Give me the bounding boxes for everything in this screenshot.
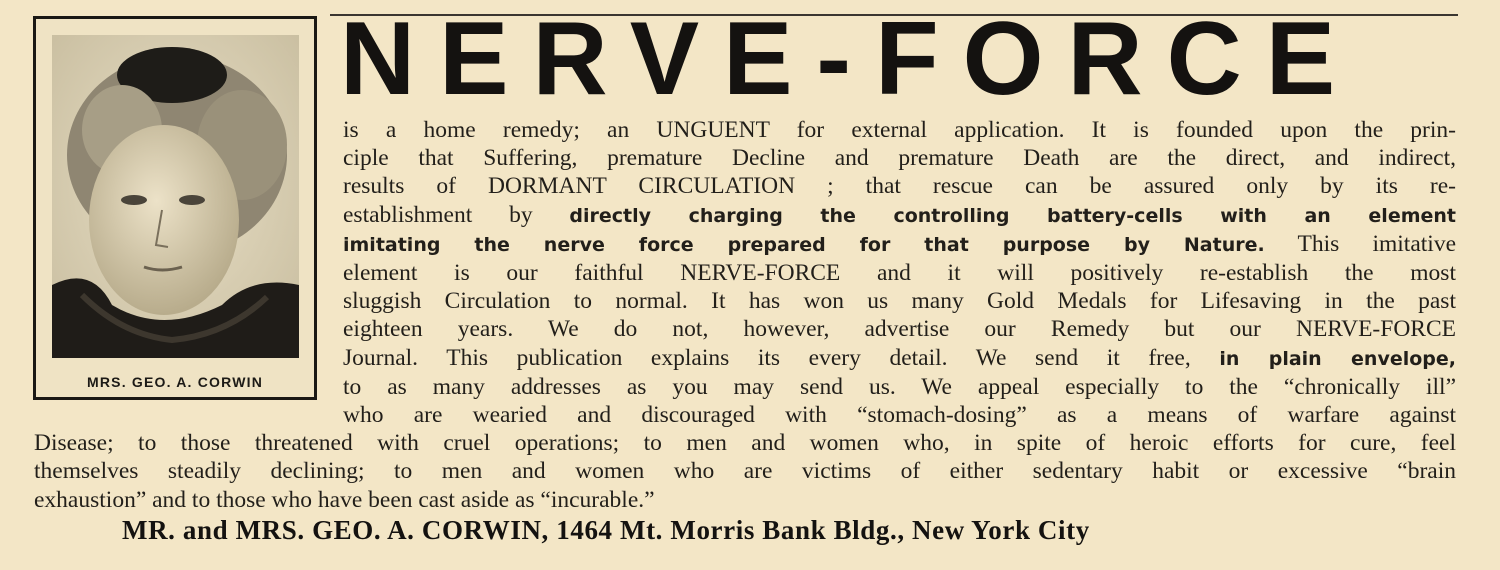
body-text-segment: who are wearied and discouraged with “stomach-dosing” as a means of warfare against — [343, 402, 1456, 429]
body-line — [343, 144, 1456, 172]
body-line — [343, 172, 1456, 200]
body-line — [34, 457, 1456, 485]
body-text-segment: sluggish Circulation to normal. It has won us many Gold Medals for Lifesaving in the past — [343, 288, 1456, 315]
body-bold-text: directly charging the controlling battery-cells with an element — [569, 204, 1456, 227]
body-line — [34, 429, 1456, 457]
headline: NERVE-FORCE — [340, 1, 1360, 117]
body-copy — [34, 116, 1456, 514]
body-line — [343, 287, 1456, 315]
body-line — [343, 315, 1456, 343]
body-line — [343, 401, 1456, 429]
body-text-segment: exhaustion” and to those who have been cast aside as “incurable.” — [34, 486, 655, 513]
body-text-segment: establishment by — [343, 201, 570, 228]
body-text-segment: themselves steadily declining; to men and women who are victims of either sedentary habit or excessive “brain — [34, 458, 1456, 485]
body-bold-text: imitating the nerve force prepared for that purpose by Nature. — [343, 233, 1265, 256]
body-line — [343, 230, 1456, 259]
body-text-segment: element is our faithful NERVE-FORCE and it will positively re-establish the most — [343, 260, 1456, 287]
body-text-segment: This imitative — [1264, 230, 1456, 257]
body-text-segment: eighteen years. We do not, however, advertise our Remedy but our NERVE-FORCE — [343, 316, 1456, 343]
body-text-segment: is a home remedy; an UNGUENT for external application. It is founded upon the prin- — [343, 117, 1456, 143]
body-line — [343, 201, 1456, 230]
body-text-segment: to as many addresses as you may send us. We appeal especially to the “chronically ill” — [343, 373, 1456, 400]
body-text-segment: results of DORMANT CIRCULATION ; that rescue can be assured only by its re- — [343, 173, 1456, 200]
body-line — [343, 116, 1456, 144]
body-bold-text: in plain envelope, — [1219, 347, 1456, 370]
body-line — [34, 486, 1456, 514]
body-line — [343, 373, 1456, 401]
body-line — [343, 259, 1456, 287]
portrait-caption: MRS. GEO. A. CORWIN — [86, 374, 264, 390]
body-line — [343, 344, 1456, 373]
body-text-segment: Disease; to those threatened with cruel operations; to men and women who, in spite of heroic efforts for cure, feel — [34, 430, 1456, 457]
body-text-segment: Journal. This publication explains its every detail. We send it free, — [343, 344, 1220, 371]
body-text-segment: ciple that Suffering, premature Decline and premature Death are the direct, and indirect, — [343, 145, 1456, 172]
signature-line: MR. and MRS. GEO. A. CORWIN, 1464 Mt. Morris Bank Bldg., New York City — [122, 515, 1090, 545]
